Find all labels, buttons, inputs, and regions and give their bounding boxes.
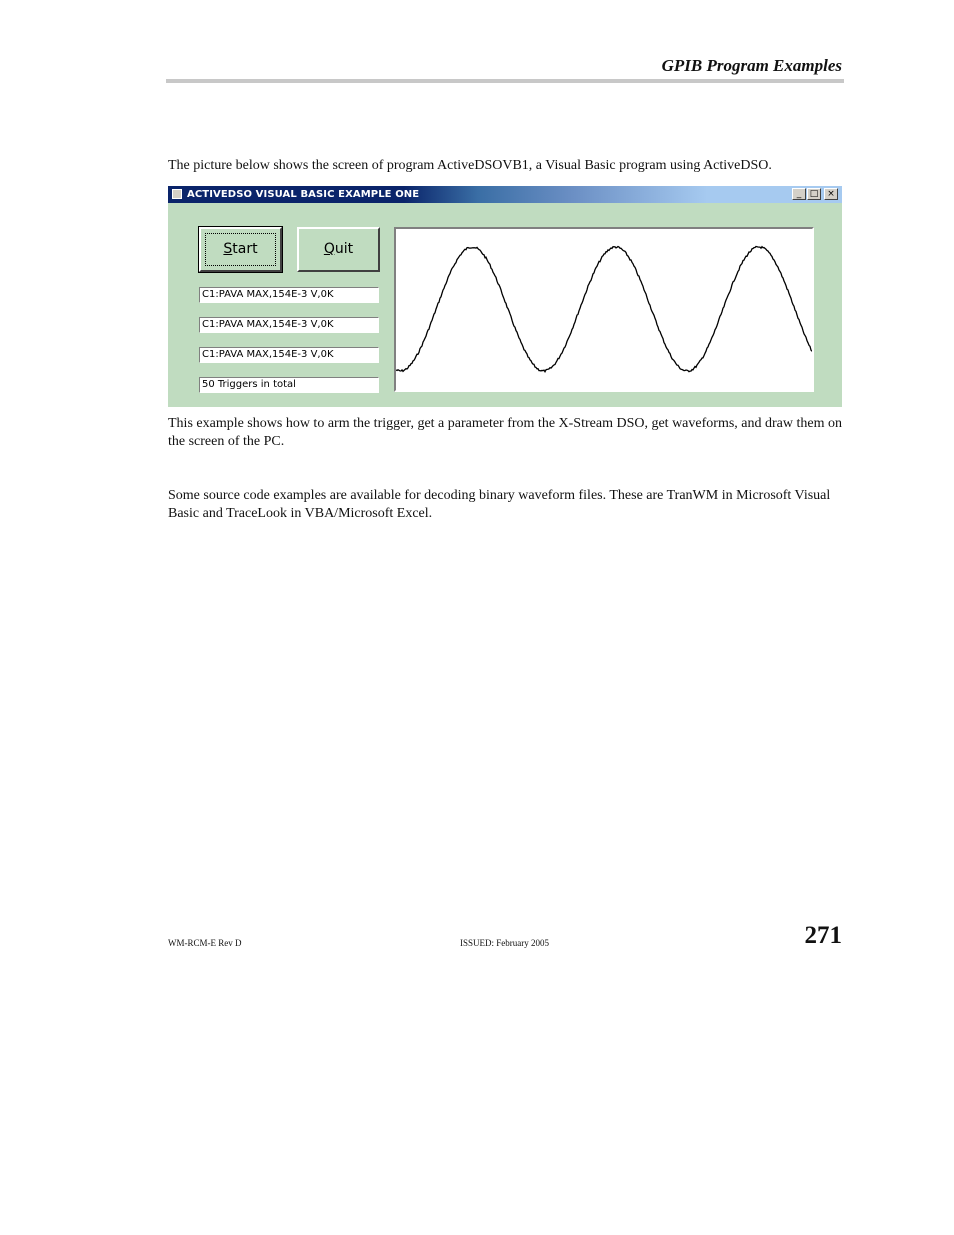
- header-rule: [166, 79, 844, 83]
- minimize-button[interactable]: _: [792, 188, 806, 200]
- focus-rectangle: [205, 233, 276, 266]
- window-titlebar[interactable]: [168, 186, 842, 203]
- start-label-rest: tart: [232, 241, 258, 257]
- quit-label-rest: uit: [334, 241, 354, 257]
- activedso-window: [168, 186, 842, 407]
- waveform-trace: [396, 247, 812, 372]
- trigger-count-field[interactable]: 50 Triggers in total: [199, 377, 379, 393]
- quit-button[interactable]: [297, 227, 380, 272]
- result-field-3[interactable]: C1:PAVA MAX,154E-3 V,0K: [199, 347, 379, 363]
- source-note-paragraph: Some source code examples are available for decoding binary waveform files. These are TranWM in Microsoft Visual Basic and TraceLook in VBA/Microsoft Excel.: [168, 488, 831, 521]
- footer-issued: ISSUED: February 2005: [460, 938, 549, 948]
- start-accelerator: S: [223, 241, 233, 257]
- quit-accelerator: Q: [323, 241, 335, 257]
- app-icon: [172, 189, 182, 199]
- close-button[interactable]: ×: [824, 188, 838, 200]
- intro-paragraph: The picture below shows the screen of program ActiveDSOVB1, a Visual Basic program using ActiveDSO.: [168, 158, 772, 173]
- page-number: 271: [804, 922, 842, 949]
- result-field-2[interactable]: C1:PAVA MAX,154E-3 V,0K: [199, 317, 379, 333]
- start-button[interactable]: [199, 227, 282, 272]
- description-paragraph: This example shows how to arm the trigger, get a parameter from the X-Stream DSO, get waveforms, and draw them on the screen of the PC.: [168, 416, 842, 449]
- maximize-button[interactable]: □: [807, 188, 821, 200]
- result-field-1[interactable]: C1:PAVA MAX,154E-3 V,0K: [199, 287, 379, 303]
- waveform-svg: [396, 229, 812, 390]
- footer-doc-id: WM-RCM-E Rev D: [168, 938, 242, 948]
- waveform-display: [394, 227, 814, 392]
- page-header-title: GPIB Program Examples: [661, 56, 842, 75]
- window-title: ACTIVEDSO VISUAL BASIC EXAMPLE ONE: [187, 189, 420, 200]
